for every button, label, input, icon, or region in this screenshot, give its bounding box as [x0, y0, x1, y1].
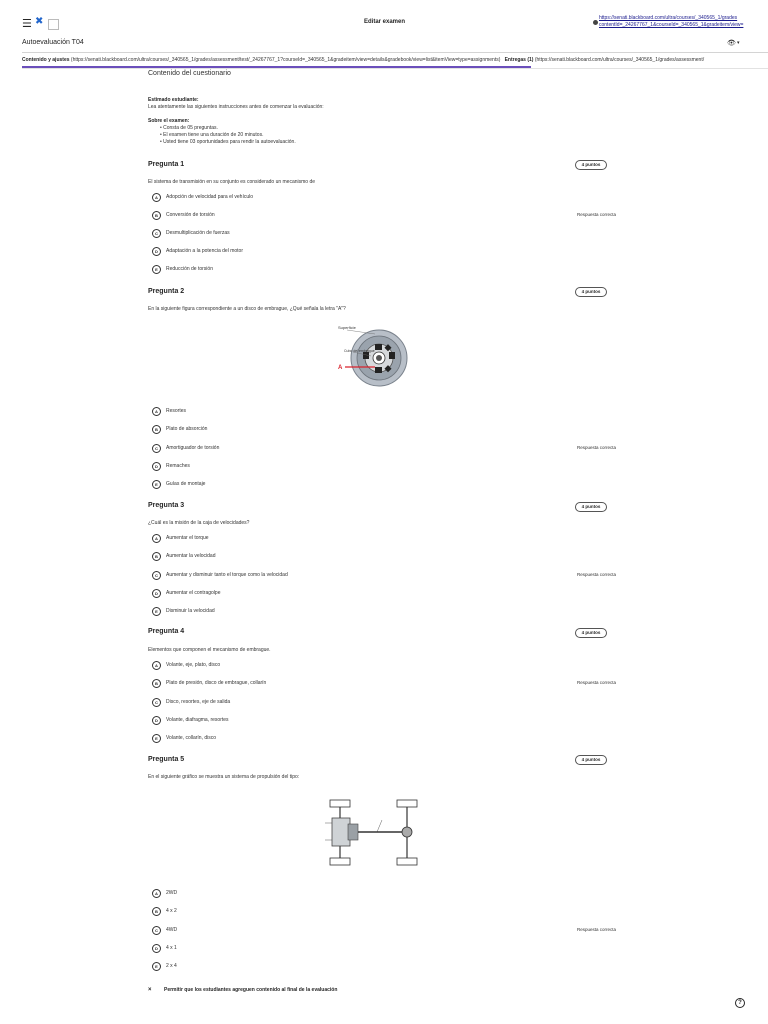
- section-title: Contenido del cuestionario: [148, 70, 231, 77]
- option-letter: E: [152, 480, 161, 489]
- question-text: El sistema de transmisión en su conjunto es considerado un mecanismo de: [148, 179, 316, 185]
- option-letter: B: [152, 679, 161, 688]
- answer-option[interactable]: [152, 697, 230, 707]
- bullet-item: • Consta de 05 preguntas.: [160, 125, 218, 131]
- correct-answer-label: Respuesta correcta: [577, 680, 617, 685]
- option-text: Guías de montaje: [166, 481, 206, 487]
- tab-submissions[interactable]: Entregas (1): [504, 57, 534, 63]
- answer-option[interactable]: [152, 246, 243, 256]
- intro-line: Lea atentamente las siguientes instrucciones antes de comenzar la evaluación:: [148, 104, 324, 110]
- option-letter: E: [152, 607, 161, 616]
- option-text: 4 x 1: [166, 945, 177, 951]
- url-text[interactable]: [592, 15, 768, 29]
- close-icon[interactable]: ✖: [35, 16, 44, 27]
- option-text: 4WD: [166, 927, 178, 933]
- answer-option[interactable]: [152, 443, 219, 453]
- allow-content-label[interactable]: Permitir que los estudiantes agreguen contenido al final de la evaluación: [164, 987, 338, 993]
- option-letter: B: [152, 552, 161, 561]
- menu-icon[interactable]: ☰: [22, 18, 32, 30]
- footer-checkbox[interactable]: ×: [148, 987, 152, 993]
- option-text: 2 x 4: [166, 963, 177, 969]
- option-letter: A: [152, 661, 161, 670]
- answer-option[interactable]: [152, 424, 207, 434]
- about-title: Sobre el examen:: [148, 118, 190, 124]
- option-text: Desmultiplicación de fuerzas: [166, 230, 230, 236]
- option-text: Amortiguador de torsión: [166, 445, 220, 451]
- page-title: Editar examen: [364, 19, 406, 25]
- option-text: Disminuir la velocidad: [166, 608, 215, 614]
- answer-option[interactable]: [152, 888, 177, 898]
- option-letter: B: [152, 425, 161, 434]
- option-letter: C: [152, 571, 161, 580]
- divider: [22, 52, 768, 53]
- points-badge[interactable]: 4 puntos: [575, 160, 607, 170]
- answer-option[interactable]: [152, 228, 230, 238]
- option-text: Remaches: [166, 463, 190, 469]
- answer-option[interactable]: [152, 906, 177, 916]
- option-text: Volante, collarín, disco: [166, 735, 217, 741]
- answer-option[interactable]: [152, 606, 215, 616]
- option-letter: C: [152, 444, 161, 453]
- url-line-1[interactable]: https://senati.blackboard.com/ultra/courses/_340565_1/grades: [599, 15, 738, 21]
- intro-greeting: Estimado estudiante:: [148, 97, 199, 103]
- intro-block: [148, 97, 508, 111]
- bullet-item: • Usted tiene 03 oportunidades para rendir la autoevaluación.: [160, 139, 296, 145]
- answer-option[interactable]: [152, 961, 177, 971]
- answer-option[interactable]: [152, 533, 209, 543]
- option-text: Volante, diafragma, resortes: [166, 717, 229, 723]
- option-text: Adopción de velocidad para el vehículo: [166, 194, 254, 200]
- option-text: Reducción de torsión: [166, 266, 213, 272]
- answer-option[interactable]: [152, 461, 190, 471]
- points-badge[interactable]: 4 puntos: [575, 755, 607, 765]
- option-letter: A: [152, 407, 161, 416]
- correct-answer-label: Respuesta correcta: [577, 927, 617, 932]
- option-letter: E: [152, 265, 161, 274]
- tab-submissions-url[interactable]: (https://senati.blackboard.com/ultra/courses/_340565_1/grades/assessment/: [534, 57, 705, 63]
- option-letter: D: [152, 247, 161, 256]
- about-block: [148, 118, 508, 146]
- tab-content[interactable]: Contenido y ajustes: [22, 57, 70, 63]
- question-text: Elementos que componen el mecanismo de embrague.: [148, 647, 271, 653]
- option-letter: B: [152, 907, 161, 916]
- answer-option[interactable]: [152, 678, 266, 688]
- correct-answer-label: Respuesta correcta: [577, 212, 617, 217]
- option-letter: D: [152, 716, 161, 725]
- fig-label-hub: Cubo del embrague: [344, 349, 375, 353]
- option-text: 4 x 2: [166, 908, 177, 914]
- option-letter: D: [152, 462, 161, 471]
- option-letter: C: [152, 229, 161, 238]
- fig-label-surface: Superficie: [338, 325, 356, 330]
- option-text: Plato de presión, disco de embrague, collarín: [166, 680, 267, 686]
- question-text: En el siguiente gráfico se muestra un sistema de propulsión del tipo:: [148, 774, 300, 780]
- answer-option[interactable]: [152, 192, 253, 202]
- option-letter: E: [152, 734, 161, 743]
- option-text: Disco, resortes, eje de salida: [166, 699, 231, 705]
- question-title: Pregunta 5: [148, 756, 185, 763]
- answer-option[interactable]: [152, 660, 220, 670]
- option-text: Aumentar el contragolpe: [166, 590, 221, 596]
- clutch-disc-figure: [335, 322, 420, 388]
- answer-option[interactable]: [152, 210, 215, 220]
- correct-answer-label: Respuesta correcta: [577, 445, 617, 450]
- help-icon[interactable]: ?: [735, 998, 745, 1008]
- option-text: 2WD: [166, 890, 178, 896]
- points-badge[interactable]: 4 puntos: [575, 287, 607, 297]
- question-title: Pregunta 3: [148, 502, 185, 509]
- answer-option[interactable]: [152, 406, 186, 416]
- correct-answer-label: Respuesta correcta: [577, 572, 617, 577]
- tab-bar: [22, 57, 768, 63]
- answer-option[interactable]: [152, 264, 213, 274]
- question-text: En la siguiente figura correspondiente a un disco de embrague, ¿Qué señala la letra "A"?: [148, 306, 346, 312]
- option-text: Plato de absorción: [166, 426, 208, 432]
- bullet-item: • El examen tiene una duración de 20 minutos.: [160, 132, 264, 138]
- option-text: Resortes: [166, 408, 187, 414]
- square-icon[interactable]: [48, 19, 59, 30]
- option-letter: D: [152, 589, 161, 598]
- drivetrain-figure: [322, 798, 432, 868]
- answer-option[interactable]: [152, 551, 215, 561]
- option-letter: D: [152, 944, 161, 953]
- answer-option[interactable]: [152, 479, 205, 489]
- tab-content-url[interactable]: (https://senati.blackboard.com/ultra/courses/_340565_1/grades/assessment/test/_24267767_1?courseId=_340565_1&gradeitem/view=details&gradebook/view=list&itemView=type=assignments): [70, 57, 501, 63]
- question-title: Pregunta 1: [148, 161, 185, 168]
- question-title: Pregunta 4: [148, 628, 185, 635]
- option-text: Volante, eje, plato, disco: [166, 662, 221, 668]
- question-text: ¿Cuál es la misión de la caja de velocidades?: [148, 520, 250, 526]
- answer-option[interactable]: [152, 925, 177, 935]
- answer-option[interactable]: [152, 588, 220, 598]
- fig-label-a: A: [338, 365, 343, 371]
- points-badge[interactable]: 4 puntos: [575, 502, 607, 512]
- eye-icon[interactable]: 👁: [727, 40, 736, 47]
- divider: [22, 68, 768, 69]
- option-text: Aumentar la velocidad: [166, 553, 216, 559]
- option-letter: C: [152, 926, 161, 935]
- assessment-title: Autoevaluación T04: [22, 39, 84, 46]
- option-letter: A: [152, 193, 161, 202]
- option-text: Aumentar el torque: [166, 535, 209, 541]
- answer-option[interactable]: [152, 733, 216, 743]
- url-line-2[interactable]: contentId=_24267767_1&courseId=_340565_1&gradeitem/view=: [599, 22, 744, 28]
- answer-option[interactable]: [152, 715, 229, 725]
- question-title: Pregunta 2: [148, 288, 185, 295]
- option-text: Conversión de torsión: [166, 212, 215, 218]
- answer-option[interactable]: [152, 943, 177, 953]
- option-text: Aumentar y disminuir tanto el torque como la velocidad: [166, 572, 288, 578]
- option-letter: A: [152, 889, 161, 898]
- points-badge[interactable]: 4 puntos: [575, 628, 607, 638]
- option-letter: B: [152, 211, 161, 220]
- answer-option[interactable]: [152, 570, 288, 580]
- option-letter: E: [152, 962, 161, 971]
- option-letter: C: [152, 698, 161, 707]
- option-text: Adaptación a la potencia del motor: [166, 248, 243, 254]
- chevron-down-icon[interactable]: ▾: [737, 40, 740, 46]
- option-letter: A: [152, 534, 161, 543]
